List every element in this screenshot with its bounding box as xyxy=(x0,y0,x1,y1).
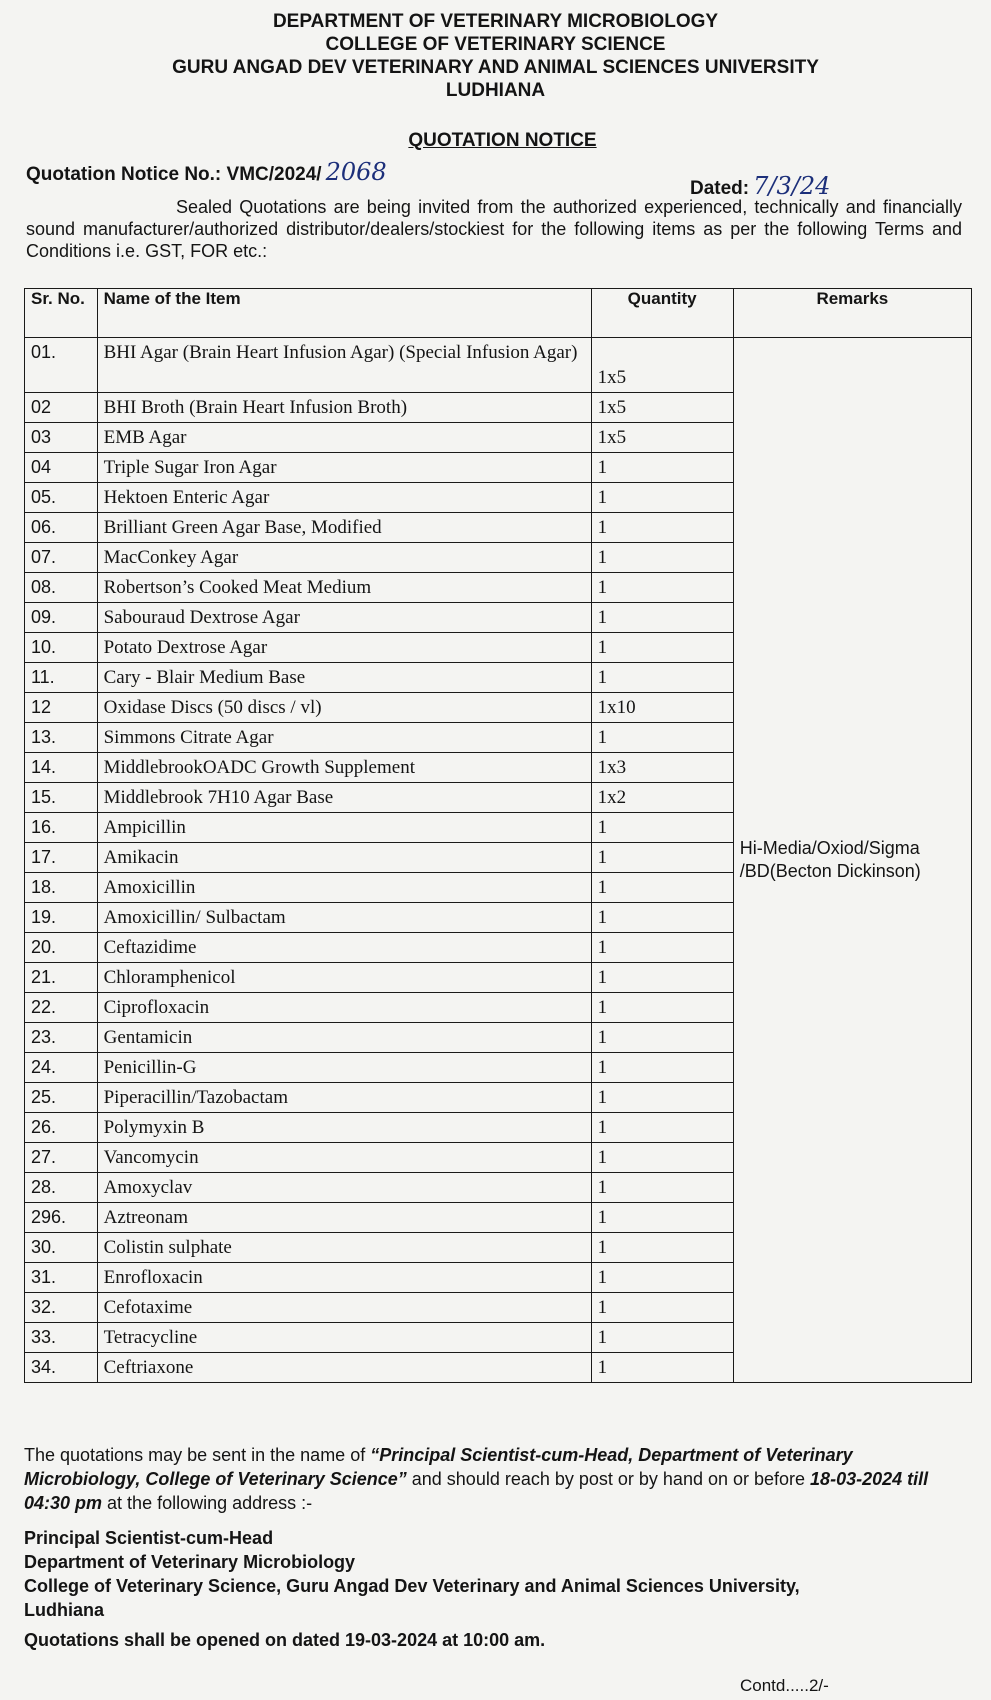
row-sr-no: 26. xyxy=(25,1113,98,1143)
row-item-name: Middlebrook 7H10 Agar Base xyxy=(97,783,591,813)
row-quantity: 1 xyxy=(591,663,733,693)
row-sr-no: 16. xyxy=(25,813,98,843)
row-quantity: 1 xyxy=(591,873,733,903)
row-item-name: Ceftazidime xyxy=(97,933,591,963)
row-sr-no: 30. xyxy=(25,1233,98,1263)
row-quantity: 1 xyxy=(591,1233,733,1263)
row-quantity: 1 xyxy=(591,963,733,993)
date-handwritten: 7/3/24 xyxy=(753,172,831,200)
row-sr-no: 32. xyxy=(25,1293,98,1323)
row-quantity: 1 xyxy=(591,933,733,963)
row-quantity: 1 xyxy=(591,1023,733,1053)
row-sr-no: 08. xyxy=(25,573,98,603)
quotation-number-handwritten: 2068 xyxy=(325,158,387,186)
table-row xyxy=(25,338,972,393)
row-quantity: 1 xyxy=(591,723,733,753)
submission-deadline: 18-03-2024 till 04:30 pm xyxy=(24,1469,929,1513)
row-sr-no: 14. xyxy=(25,753,98,783)
row-item-name: Colistin sulphate xyxy=(97,1233,591,1263)
row-item-name: Sabouraud Dextrose Agar xyxy=(97,603,591,633)
row-sr-no: 25. xyxy=(25,1083,98,1113)
row-sr-no: 09. xyxy=(25,603,98,633)
row-item-name: Vancomycin xyxy=(97,1143,591,1173)
row-item-name: EMB Agar xyxy=(97,423,591,453)
row-sr-no: 20. xyxy=(25,933,98,963)
row-item-name: Chloramphenicol xyxy=(97,963,591,993)
header-remarks: Remarks xyxy=(733,289,971,338)
row-quantity: 1 xyxy=(591,453,733,483)
row-sr-no: 27. xyxy=(25,1143,98,1173)
department-name: DEPARTMENT OF VETERINARY MICROBIOLOGY xyxy=(272,11,719,32)
row-quantity: 1 xyxy=(591,1053,733,1083)
row-item-name: Amoxicillin/ Sulbactam xyxy=(97,903,591,933)
row-quantity: 1 xyxy=(591,1263,733,1293)
row-quantity: 1 xyxy=(591,903,733,933)
continued-marker: Contd.....2/- xyxy=(740,1676,829,1695)
row-item-name: Piperacillin/Tazobactam xyxy=(97,1083,591,1113)
row-sr-no: 06. xyxy=(25,513,98,543)
row-item-name: MiddlebrookOADC Growth Supplement xyxy=(97,753,591,783)
address-line: Ludhiana xyxy=(24,1600,104,1620)
row-quantity: 1 xyxy=(591,1323,733,1353)
row-item-name: Enrofloxacin xyxy=(97,1263,591,1293)
row-sr-no: 04 xyxy=(25,453,98,483)
college-name: COLLEGE OF VETERINARY SCIENCE xyxy=(325,34,666,55)
row-sr-no: 17. xyxy=(25,843,98,873)
row-sr-no: 11. xyxy=(25,663,98,693)
row-sr-no: 21. xyxy=(25,963,98,993)
notice-title: QUOTATION NOTICE xyxy=(408,130,597,151)
row-sr-no: 12 xyxy=(25,693,98,723)
row-sr-no: 01. xyxy=(25,338,98,393)
city-name: LUDHIANA xyxy=(445,80,546,101)
row-sr-no: 19. xyxy=(25,903,98,933)
quotation-number xyxy=(26,158,387,186)
row-sr-no: 03 xyxy=(25,423,98,453)
row-item-name: BHI Agar (Brain Heart Infusion Agar) (Special Infusion Agar) xyxy=(97,338,591,393)
submission-paragraph xyxy=(24,1443,946,1515)
row-item-name: Amoxyclav xyxy=(97,1173,591,1203)
row-sr-no: 34. xyxy=(25,1353,98,1383)
row-item-name: Potato Dextrose Agar xyxy=(97,633,591,663)
row-item-name: Cefotaxime xyxy=(97,1293,591,1323)
row-item-name: Triple Sugar Iron Agar xyxy=(97,453,591,483)
intro-text: Sealed Quotations are being invited from the authorized experienced, technically and financially sound manufacturer/authorized distributor/dealers/stockiest for the following items as per the following Terms and Conditions i.e. GST, FOR etc.: xyxy=(26,197,962,261)
address-line: Department of Veterinary Microbiology xyxy=(24,1552,356,1572)
submission-text-e: at the following address :- xyxy=(102,1493,313,1513)
remarks-cell: Hi-Media/Oxiod/Sigma /BD(Becton Dickinson) xyxy=(733,338,971,1383)
date-label: Dated: xyxy=(690,178,750,199)
row-item-name: Robertson’s Cooked Meat Medium xyxy=(97,573,591,603)
row-quantity: 1 xyxy=(591,993,733,1023)
row-quantity: 1 xyxy=(591,843,733,873)
row-quantity: 1 xyxy=(591,1143,733,1173)
row-quantity: 1 xyxy=(591,1113,733,1143)
address-line: Principal Scientist-cum-Head xyxy=(24,1528,274,1548)
row-item-name: Polymyxin B xyxy=(97,1113,591,1143)
row-item-name: Amikacin xyxy=(97,843,591,873)
row-item-name: Ampicillin xyxy=(97,813,591,843)
row-sr-no: 31. xyxy=(25,1263,98,1293)
address-line: College of Veterinary Science, Guru Angad Dev Veterinary and Animal Sciences University, xyxy=(24,1576,800,1596)
addressee-name: “Principal Scientist-cum-Head, Department of Veterinary Microbiology, College of Veterinary Science” xyxy=(24,1445,853,1489)
row-sr-no: 28. xyxy=(25,1173,98,1203)
row-item-name: Aztreonam xyxy=(97,1203,591,1233)
row-quantity: 1 xyxy=(591,1203,733,1233)
row-quantity: 1x2 xyxy=(591,783,733,813)
row-quantity: 1 xyxy=(591,573,733,603)
row-quantity: 1x5 xyxy=(591,393,733,423)
row-sr-no: 05. xyxy=(25,483,98,513)
row-sr-no: 02 xyxy=(25,393,98,423)
letterhead xyxy=(0,10,991,102)
row-quantity: 1x3 xyxy=(591,753,733,783)
row-sr-no: 13. xyxy=(25,723,98,753)
row-quantity: 1 xyxy=(591,603,733,633)
items-table xyxy=(24,288,972,1383)
row-item-name: Ceftriaxone xyxy=(97,1353,591,1383)
row-item-name: Cary - Blair Medium Base xyxy=(97,663,591,693)
row-item-name: Penicillin-G xyxy=(97,1053,591,1083)
intro-paragraph xyxy=(26,196,962,262)
row-sr-no: 22. xyxy=(25,993,98,1023)
opening-date-statement: Quotations shall be opened on dated 19-03-2024 at 10:00 am. xyxy=(24,1630,546,1650)
submission-instructions xyxy=(24,1443,946,1515)
row-item-name: Amoxicillin xyxy=(97,873,591,903)
row-item-name: Ciprofloxacin xyxy=(97,993,591,1023)
row-quantity: 1 xyxy=(591,483,733,513)
row-quantity: 1 xyxy=(591,1353,733,1383)
row-sr-no: 18. xyxy=(25,873,98,903)
row-item-name: Oxidase Discs (50 discs / vl) xyxy=(97,693,591,723)
row-quantity: 1 xyxy=(591,513,733,543)
row-sr-no: 24. xyxy=(25,1053,98,1083)
row-quantity: 1x10 xyxy=(591,693,733,723)
row-item-name: Brilliant Green Agar Base, Modified xyxy=(97,513,591,543)
header-quantity: Quantity xyxy=(591,289,733,338)
row-quantity: 1 xyxy=(591,1293,733,1323)
row-quantity: 1 xyxy=(591,813,733,843)
submission-text-c: and should reach by post or by hand on or before xyxy=(406,1469,811,1489)
row-quantity: 1x5 xyxy=(591,423,733,453)
row-quantity: 1 xyxy=(591,633,733,663)
row-item-name: MacConkey Agar xyxy=(97,543,591,573)
table-body xyxy=(25,338,972,1383)
row-item-name: Gentamicin xyxy=(97,1023,591,1053)
row-sr-no: 15. xyxy=(25,783,98,813)
row-item-name: BHI Broth (Brain Heart Infusion Broth) xyxy=(97,393,591,423)
submission-text-a: The quotations may be sent in the name of xyxy=(24,1445,371,1465)
row-sr-no: 07. xyxy=(25,543,98,573)
row-sr-no: 33. xyxy=(25,1323,98,1353)
university-name: GURU ANGAD DEV VETERINARY AND ANIMAL SCIENCES UNIVERSITY xyxy=(172,57,819,78)
row-quantity: 1x5 xyxy=(591,338,733,393)
row-quantity: 1 xyxy=(591,543,733,573)
row-item-name: Tetracycline xyxy=(97,1323,591,1353)
row-item-name: Simmons Citrate Agar xyxy=(97,723,591,753)
row-quantity: 1 xyxy=(591,1083,733,1113)
row-sr-no: 10. xyxy=(25,633,98,663)
header-sr-no: Sr. No. xyxy=(25,289,98,338)
row-item-name: Hektoen Enteric Agar xyxy=(97,483,591,513)
row-sr-no: 23. xyxy=(25,1023,98,1053)
quotation-number-label: Quotation Notice No.: VMC/2024/ xyxy=(26,164,322,185)
table-header-row xyxy=(25,289,972,338)
row-quantity: 1 xyxy=(591,1173,733,1203)
row-sr-no: 296. xyxy=(25,1203,98,1233)
header-item-name: Name of the Item xyxy=(97,289,591,338)
postal-address xyxy=(24,1526,954,1622)
